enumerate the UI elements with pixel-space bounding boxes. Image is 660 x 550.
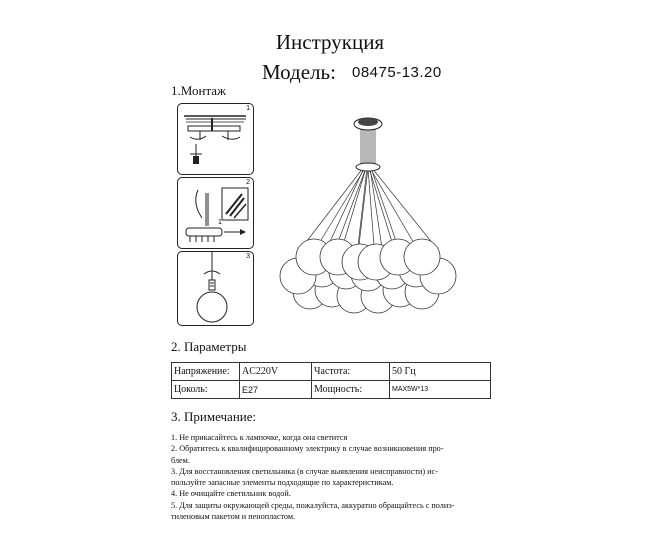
model-label: Модель: (262, 60, 336, 84)
note-line: блем. (171, 455, 190, 465)
notes-list (171, 432, 501, 522)
voltage-value: AC220V (240, 363, 312, 381)
frequency-value: 50 Гц (390, 363, 491, 381)
socket-value: E27 (240, 381, 312, 399)
step-1-panel (177, 103, 254, 175)
step-2-panel (177, 177, 254, 249)
note-line: тиленовым пакетом и пенопластом. (171, 512, 296, 522)
chandelier-illustration (270, 110, 470, 330)
step-3-panel (177, 251, 254, 326)
note-line: 1. Не прикасайтесь к лампочке, когда она светится (171, 433, 348, 442)
frequency-label: Частота: (312, 363, 390, 381)
model-number: 08475-13.20 (352, 64, 442, 81)
section-mounting-heading: 1.Монтаж (171, 83, 227, 98)
note-line: пользуйте запасные элементы подходящие по характеристикам. (171, 478, 394, 488)
page-title: Инструкция (275, 30, 385, 54)
socket-label: Цоколь: (172, 381, 240, 399)
wiring-illustration (178, 178, 253, 248)
table-row (172, 363, 491, 381)
note-line: 5. Для защиты окружающей среды, пожалуйста, аккуратно обращайтесь с полиэ- (171, 500, 455, 510)
power-value: MAX5W*13 (390, 381, 491, 399)
parameters-table (171, 362, 491, 399)
voltage-label: Напряжение: (172, 363, 240, 381)
note-line: 3. Для восстановления светильника (в случае выявления неисправности) ис- (171, 466, 438, 476)
note-line: 2. Обратитесь к квалифицированному электрику в случае возникновения про- (171, 444, 444, 454)
section-notes-heading: 3. Примечание: (171, 409, 257, 424)
power-label: Мощность: (312, 381, 390, 399)
step-number: 2 (246, 179, 250, 186)
table-row (172, 381, 491, 399)
bulb-installation-illustration (178, 252, 253, 325)
step-number: 3 (246, 253, 250, 260)
ceiling-bracket-illustration (178, 104, 253, 174)
note-line: 4. Не очищайте светильник водой. (171, 489, 291, 499)
step-number: 1 (246, 105, 250, 112)
svg-text:1: 1 (218, 219, 222, 226)
section-parameters-heading: 2. Параметры (171, 339, 247, 354)
